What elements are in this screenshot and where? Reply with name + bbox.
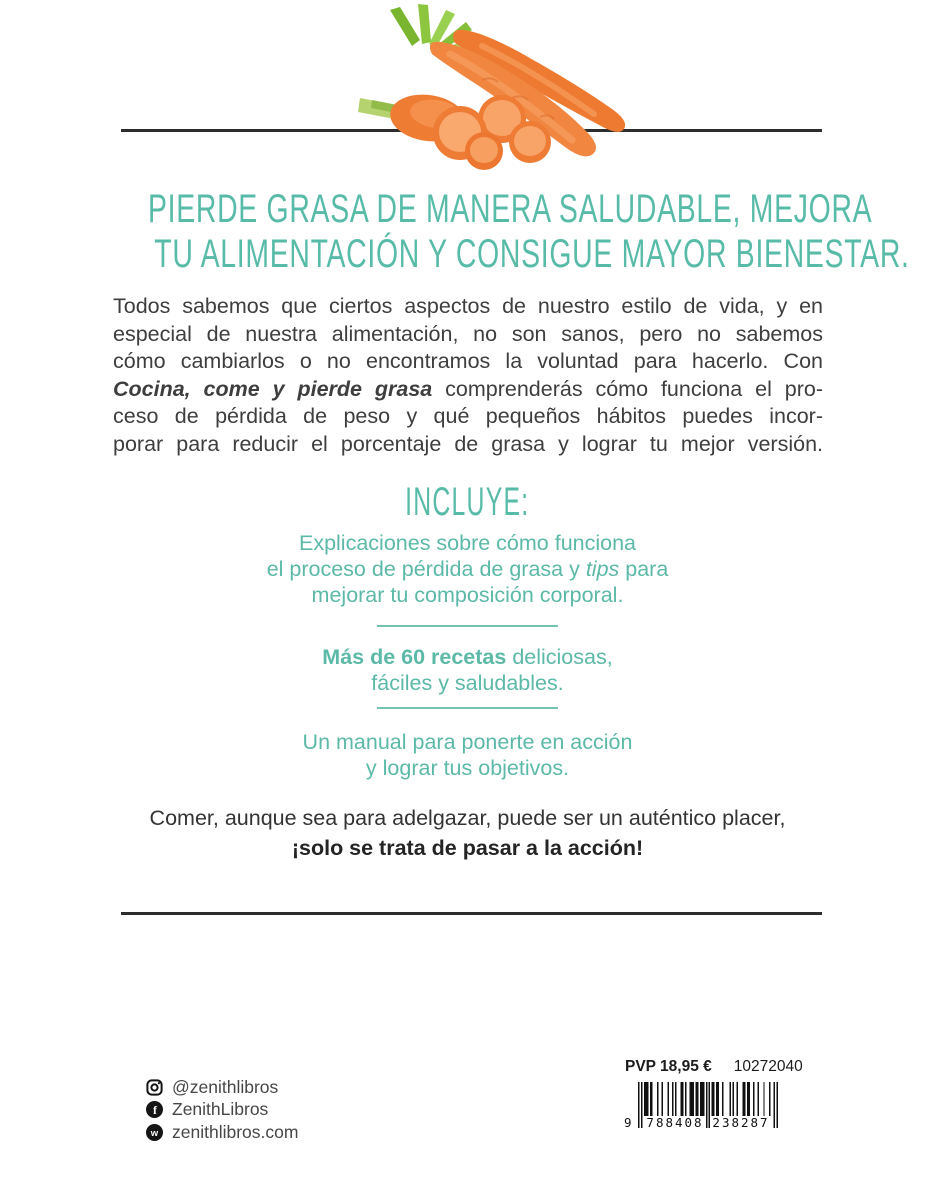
book-title-inline: Cocina, come y pierde grasa	[113, 376, 433, 401]
description-line: Cocina, come y pierde grasa comprenderás cómo funciona el pro-	[113, 376, 823, 401]
closing-statement: Comer, aunque sea para adelgazar, puede ser un auténtico placer, ¡solo se trata de pasar a la acción!	[0, 803, 935, 863]
barcode-digits-left: 788408	[646, 1115, 704, 1130]
tips-italic: tips	[585, 557, 620, 581]
instagram-icon	[146, 1079, 163, 1096]
teal-separator-1	[377, 625, 558, 627]
barcode-digits-right: 238287	[712, 1115, 770, 1130]
instagram-handle: @zenithlibros	[172, 1076, 279, 1097]
social-row-instagram	[146, 1076, 298, 1099]
facebook-icon	[146, 1101, 163, 1118]
ean-barcode	[624, 1082, 778, 1140]
social-links	[146, 1076, 298, 1144]
description-line: porar para reducir el porcentaje de grasa y lograr tu mejor versión.	[113, 431, 823, 456]
description-paragraph	[113, 293, 823, 459]
includes-title: INCLUYE:	[405, 480, 530, 524]
description-line: cómo cambiarlos o no encontramos la voluntad para hacerlo. Con	[113, 349, 823, 374]
headline-line1: PIERDE GRASA DE MANERA SALUDABLE, MEJORA	[147, 187, 873, 231]
call-to-action-bold: ¡solo se trata de pasar a la acción!	[291, 836, 644, 860]
includes-item-3: Un manual para ponerte en acción y lograr tus objetivos.	[302, 730, 633, 780]
description-line: ceso de pérdida de peso y qué pequeños hábitos puedes incor-	[113, 404, 823, 429]
facebook-handle: ZenithLibros	[172, 1099, 269, 1120]
svg-text:w: w	[150, 1127, 159, 1139]
bottom-divider-rule	[121, 912, 822, 915]
barcode-digit-first: 9	[624, 1115, 632, 1130]
price-label: PVP 18,95 €	[625, 1058, 712, 1075]
includes-item-2: Más de 60 recetas deliciosas, fáciles y saludables.	[322, 645, 613, 695]
includes-item-1: Explicaciones sobre cómo funciona el proceso de pérdida de grasa y tips para mejorar tu composición corporal.	[266, 531, 669, 607]
website-url: zenithlibros.com	[172, 1121, 299, 1142]
recipes-count-bold: Más de 60 recetas	[322, 645, 507, 669]
web-icon	[146, 1124, 163, 1141]
social-row-facebook	[146, 1099, 298, 1122]
headline-line2: TU ALIMENTACIÓN Y CONSIGUE MAYOR BIENESTAR.	[154, 232, 910, 276]
teal-separator-2	[377, 707, 558, 709]
description-line: Todos sabemos que ciertos aspectos de nuestro estilo de vida, y en	[113, 294, 823, 318]
svg-text:f: f	[153, 1103, 157, 1118]
social-row-web	[146, 1121, 298, 1144]
description-line: especial de nuestra alimentación, no son sanos, pero no sabemos	[113, 321, 823, 346]
price-area	[625, 1058, 825, 1076]
product-code: 10272040	[733, 1058, 803, 1075]
carrots-photo	[332, 2, 642, 176]
headline	[0, 187, 935, 277]
